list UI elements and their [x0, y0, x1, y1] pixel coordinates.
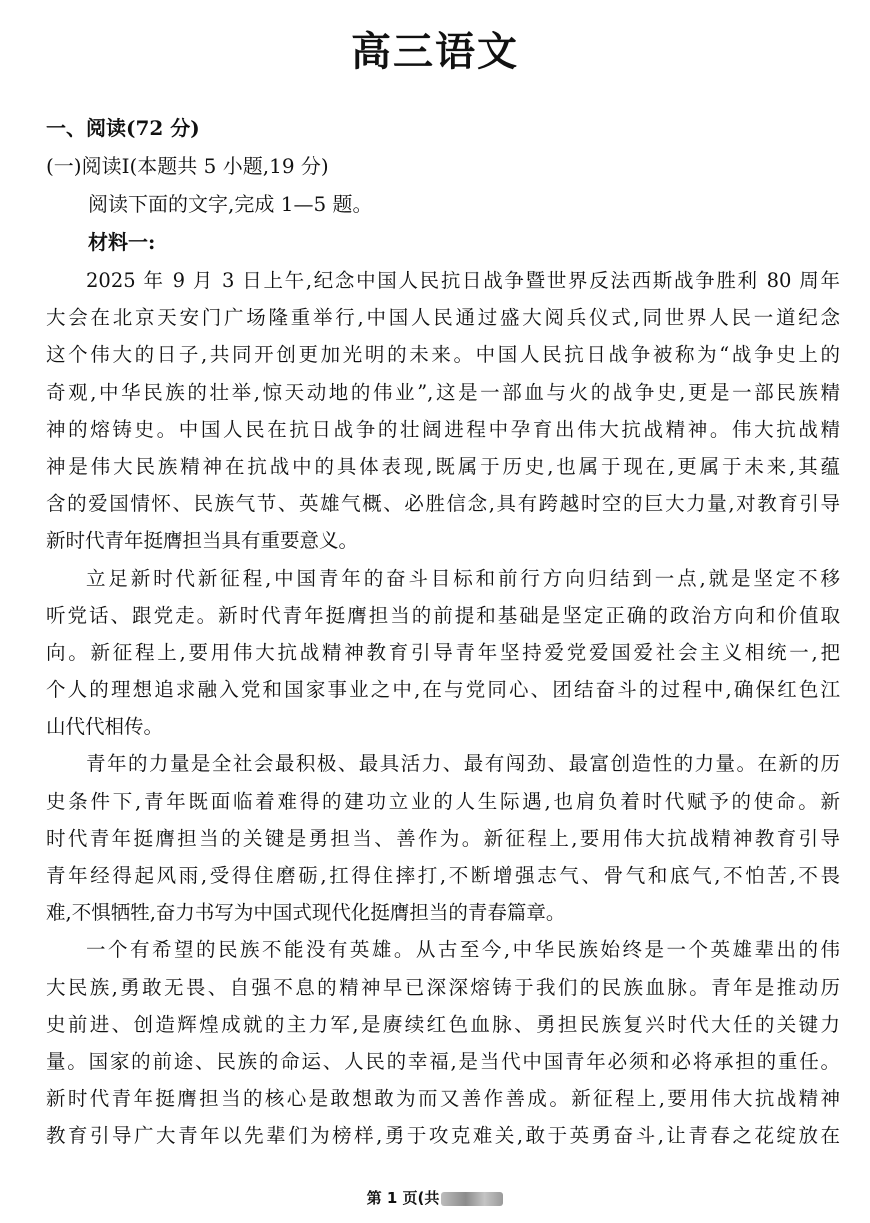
paragraph-line: 史条件下,青年既面临着难得的建功立业的人生际遇,也肩负着时代赋予的使命。新: [46, 789, 840, 813]
paragraph-line: 史前进、创造辉煌成就的主力军,是赓续红色血脉、勇担民族复兴时代大任的关键力: [46, 1012, 840, 1036]
page-number-label: 第 1 页(共: [366, 1189, 440, 1207]
paragraph-line: 2025 年 9 月 3 日上午,纪念中国人民抗日战争暨世界反法西斯战争胜利 80 周年: [86, 269, 840, 292]
instruction-text: 阅读下面的文字,完成 1—5 题。: [88, 192, 373, 216]
obscured-watermark: [441, 1192, 503, 1206]
paragraph-line: 奇观,中华民族的壮举,惊天动地的伟业”,这是一部血与火的战争史,更是一部民族精: [46, 380, 840, 404]
paragraph-line: 青年的力量是全社会最积极、最具活力、最有闯劲、最富创造性的力量。在新的历: [86, 752, 840, 776]
passage-body: [46, 262, 840, 1155]
paragraph-line: 大民族,勇敢无畏、自强不息的精神早已深深熔铸于我们的民族血脉。青年是推动历: [46, 975, 840, 999]
paragraph: [46, 262, 840, 560]
paragraph-line: 含的爱国情怀、民族气节、英雄气概、必胜信念,具有跨越时空的巨大力量,对教育引导: [46, 492, 840, 516]
paragraph-line: 这个伟大的日子,共同开创更加光明的未来。中国人民抗日战争被称为“战争史上的: [46, 343, 840, 367]
paragraph-line: 个人的理想追求融入党和国家事业之中,在与党同心、团结奋斗的过程中,确保红色江: [46, 678, 840, 702]
paragraph-line: 神的熔铸史。中国人民在抗日战争的壮阔进程中孕育出伟大抗战精神。伟大抗战精: [46, 417, 840, 441]
paragraph-line: 时代青年挺膺担当的关键是勇担当、善作为。新征程上,要用伟大抗战精神教育引导: [46, 826, 840, 850]
paragraph-line: 青年经得起风雨,受得住磨砺,扛得住摔打,不断增强志气、骨气和底气,不怕苦,不畏: [46, 864, 840, 887]
paragraph-line: 神是伟大民族精神在抗战中的具体表现,既属于历史,也属于现在,更属于未来,其蕴: [46, 454, 840, 478]
paragraph-line: 一个有希望的民族不能没有英雄。从古至今,中华民族始终是一个英雄辈出的伟: [86, 938, 840, 962]
paragraph-line: 大会在北京天安门广场隆重举行,中国人民通过盛大阅兵仪式,同世界人民一道纪念: [46, 306, 840, 330]
paragraph-line: 新时代青年挺膺担当具有重要意义。: [46, 529, 359, 553]
section-heading: 一、阅读(72 分): [46, 116, 200, 140]
page-footer: [0, 1186, 870, 1210]
paragraph-line: 立足新时代新征程,中国青年的奋斗目标和前行方向归结到一点,就是坚定不移: [86, 566, 840, 590]
paragraph-line: 向。新征程上,要用伟大抗战精神教育引导青年坚持爱党爱国爱社会主义相统一,把: [46, 640, 840, 664]
paragraph-line: 新时代青年挺膺担当的核心是敢想敢为而又善作善成。新征程上,要用伟大抗战精神: [46, 1087, 840, 1111]
page-title: 高三语文: [351, 28, 519, 75]
paragraph-line: 难,不惧牺牲,奋力书写为中国式现代化挺膺担当的青春篇章。: [46, 901, 566, 925]
material-label: 材料一:: [88, 230, 156, 254]
paragraph-line: 山代代相传。: [46, 715, 164, 739]
paragraph: [46, 745, 840, 931]
sub-heading: (一)阅读Ⅰ(本题共 5 小题,19 分): [46, 154, 329, 178]
paragraph: [46, 931, 840, 1154]
paragraph-line: 量。国家的前途、民族的命运、人民的幸福,是当代中国青年必须和必将承担的重任。: [46, 1049, 840, 1073]
paragraph: [46, 560, 840, 746]
paragraph-line: 教育引导广大青年以先辈们为榜样,勇于攻克难关,敢于英勇奋斗,让青春之花绽放在: [46, 1124, 840, 1148]
paragraph-line: 听党话、跟党走。新时代青年挺膺担当的前提和基础是坚定正确的政治方向和价值取: [46, 603, 840, 627]
